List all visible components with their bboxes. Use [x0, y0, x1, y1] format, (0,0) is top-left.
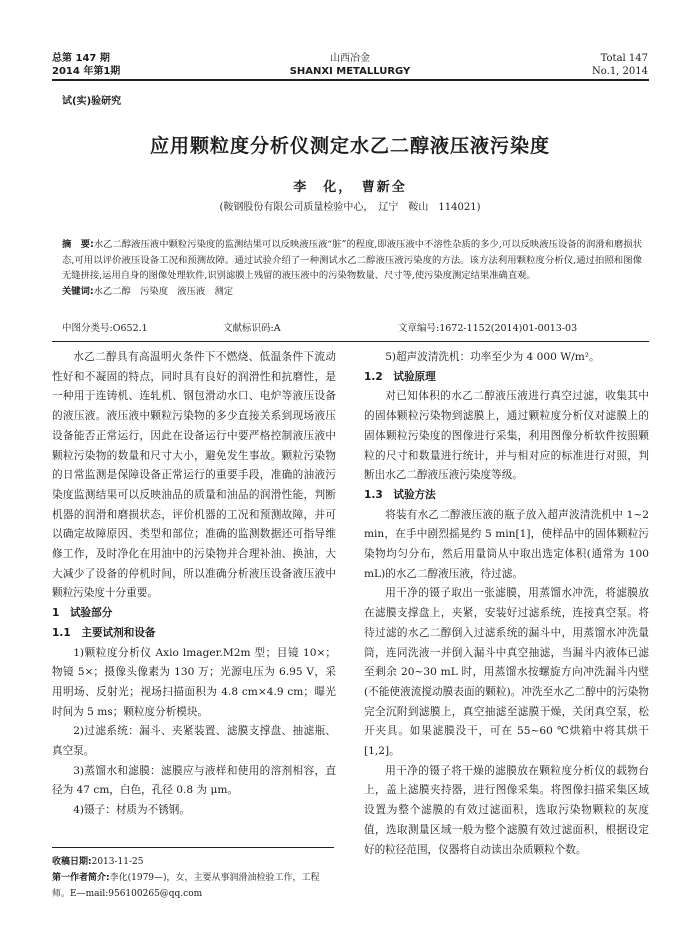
author-affiliation: (鞍钢股份有限公司质量检验中心， 辽宁 鞍山 114021): [219, 202, 481, 213]
keywords-text: 水乙二醇 污染度 液压液 测定: [93, 285, 234, 297]
journal-name: [250, 52, 450, 78]
issue-number-en: No.1, 2014: [592, 66, 648, 77]
section-1-2-heading: 1.2 试验原理: [364, 370, 436, 383]
equipment-item-4: 4)镊子：材质为不锈钢。: [73, 804, 190, 817]
abstract-rule: [52, 341, 649, 342]
journal-issue-right: [592, 52, 648, 78]
intro-paragraph: 水乙二醇具有高温明火条件下不燃烧、低温条件下流动性好和不凝固的特点，同时具有良好的润滑性和抗磨性，是一种用于连铸机、连轧机、钢包滑动水口、电炉等液压设备的液压液。液压液中颗粒污染物的多少直接关系到现场液压设备能否正常运行，因此在设备运行中要严格控制液压液中颗粒污染物的数量和尺寸大小，避免发生事故。颗粒污染物的日常监测是保障设备正常运行的重要手段，准确的油液污染度监测结果可以反映油品的质量和油品的润滑性能，判断机器的润滑和磨损状态，评价机器的工况和预测故障，并可以确定故障原因、类型和部位；准确的监测数据还可指导维修工作，及时净化在用油中的污染物并合理补油、换油，大大减少了设备的停机时间，所以准确分析液压设备液压液中颗粒污染度十分重要。: [52, 351, 336, 600]
equipment-item-3: 3)蒸馏水和滤膜：滤膜应与液样和使用的溶剂相容，直径为 47 cm，白色，孔径 0.8 为 μm。: [52, 764, 336, 797]
principle-paragraph: 对已知体积的水乙二醇液压液进行真空过滤，收集其中的固体颗粒污染物到滤膜上，通过颗粒度分析仪对滤膜上的固体颗粒污染度的图像进行采集，利用图像分析软件按照颗粒的尺寸和数量进行统计，并与相对应的标准进行对照，判断出水乙二醇液压液污染度等级。: [364, 390, 649, 482]
equipment-item-1: 1)颗粒度分析仪 Axio lmager.M2m 型；目镜 10×；物镜 5×；摄像头像素为 130 万；光源电压为 6.95 V，采用明场、反射光；视场扫描面积为 4.8 cm×4.9 cm；曝光时间为 5 ms；颗粒度分析模块。: [52, 646, 336, 718]
footnote-rule: [52, 847, 334, 848]
first-author-bio: 李化(1979—)，女，主要从事润滑油检验工作，工程师。E—mail:956100265@qq.com: [52, 873, 320, 899]
clc-number: 中图分类号:O652.1: [62, 323, 148, 334]
section-1-1-heading: 1.1 主要试剂和设备: [52, 626, 156, 639]
abstract-label: 摘 要:: [62, 239, 94, 250]
section-tag: 试(实)验研究: [62, 96, 122, 107]
year-issue-cn: 2014 年第1期: [52, 66, 121, 77]
article-number: 文章编号:1672-1152(2014)01-0013-03: [398, 323, 578, 334]
journal-name-en: SHANXI METALLURGY: [289, 66, 411, 77]
right-column: [364, 348, 649, 860]
footnote: [52, 854, 334, 902]
method-paragraph-2: 用干净的镊子取出一张滤膜，用蒸馏水冲洗，将滤膜放在滤膜支撑盘上，夹紧，安装好过滤系统，连接真空泵。将待过滤的水乙二醇倒入过滤系统的漏斗中，用蒸馏水冲洗量筒，连同洗液一并倒入漏斗中真空抽滤，当漏斗内液体已滤至剩余 20~30 mL 时，用蒸馏水按螺旋方向冲洗漏斗内壁(不能使液流搅动膜表面的颗粒)。冲洗至水乙二醇中的污染物完全沉附到滤膜上，真空抽滤至滤膜干燥，关闭真空泵，松开夹具。如果滤膜没干，可在 55~60 ℃烘箱中将其烘干[1,2]。: [364, 587, 649, 758]
section-1-heading: 1 试验部分: [52, 607, 113, 620]
document-code: 文献标识码:A: [223, 323, 281, 334]
received-label: 收稿日期:: [52, 857, 92, 867]
first-author-label: 第一作者简介:: [52, 873, 110, 883]
section-1-3-heading: 1.3 试验方法: [364, 488, 436, 501]
total-issue-cn: 总第 147 期: [52, 53, 110, 64]
method-paragraph-1: 将装有水乙二醇液压液的瓶子放入超声波清洗机中 1~2 min，在手中剧烈摇晃约 5 min[1]，使样品中的固体颗粒污染物均匀分布，然后用量筒从中取出选定体积(通常为 100 mL)的水乙二醇液压液，待过滤。: [364, 508, 649, 580]
header-rule: [52, 79, 649, 81]
equipment-item-5: 5)超声波清洗机：功率至少为 4 000 W/m²。: [385, 351, 600, 363]
abstract-text: 水乙二醇液压液中颗粒污染度的监测结果可以反映液压液“脏”的程度,即液压液中不溶性杂质的多少,可以反映液压设备的润滑和磨损状态,可用以评价液压设备工况和预测故障。通过试验介绍了一种测试水乙二醇液压液污染度的方法。该方法利用颗粒度分析仪,通过拍照和图像无缝拼接,运用自身的图像处理软件,识别滤膜上残留的液压液中的污染物数量、尺寸等,使污染度测定结果准确直观。: [62, 239, 643, 281]
paper-authors: 李 化， 曹新全: [293, 180, 407, 195]
journal-issue-left: [52, 52, 120, 78]
received-date: 2013-11-25: [91, 857, 144, 867]
total-issue-en: Total 147: [600, 53, 648, 64]
journal-name-cn: 山西冶金: [330, 53, 370, 64]
left-column: [52, 348, 336, 821]
abstract-block: [62, 237, 642, 299]
paper-title: 应用颗粒度分析仪测定水乙二醇液压液污染度: [149, 135, 550, 157]
equipment-item-2: 2)过滤系统：漏斗、夹紧装置、滤膜支撑盘、抽滤瓶、真空泵。: [52, 725, 336, 758]
method-paragraph-3: 用干净的镊子将干燥的滤膜放在颗粒度分析仪的载物台上，盖上滤膜夹持器，进行图像采集。将图像扫描采集区域设置为整个滤膜的有效过滤面积，选取污染物颗粒的灰度值，选取测量区域一般为整个滤膜有效过滤面积，根据设定好的粒径范围，仪器将自动读出杂质颗粒个数。: [364, 764, 649, 856]
keywords-label: 关键词:: [62, 285, 94, 297]
